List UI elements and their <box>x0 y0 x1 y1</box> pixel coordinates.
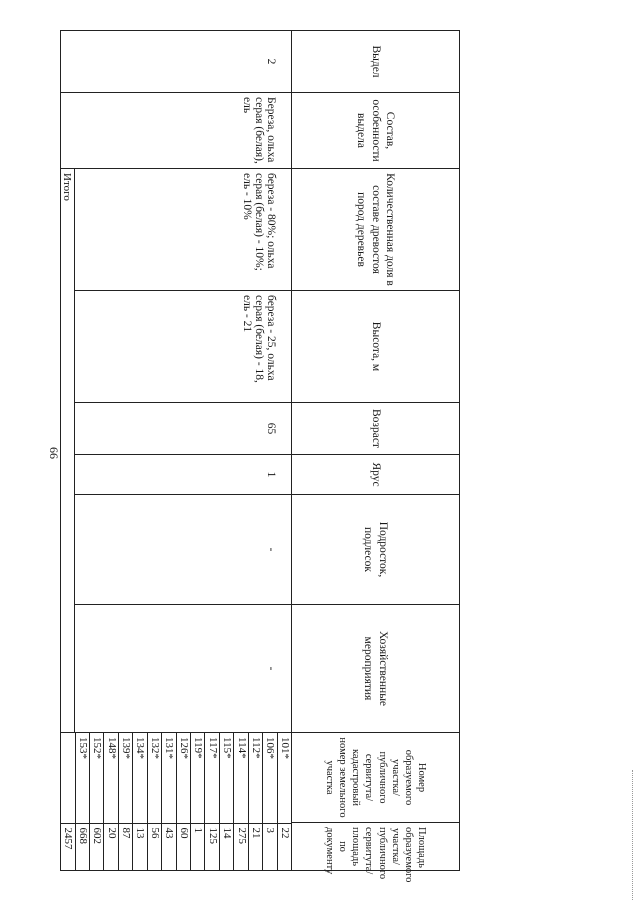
parcel-nomer: 126* <box>176 733 190 823</box>
parcel-ploshad: 87 <box>118 823 132 871</box>
parcel-nomer: 112* <box>248 733 262 823</box>
parcel-row <box>219 733 233 871</box>
data-row <box>75 31 292 871</box>
cell-yarus: 1 <box>75 455 292 495</box>
parcel-nomer: 134* <box>133 733 147 823</box>
parcel-row <box>191 733 205 871</box>
parcel-nomer: 117* <box>205 733 219 823</box>
header-vozrast: Возраст <box>292 403 460 455</box>
header-podrost: Подросток, подлесок <box>292 495 460 605</box>
forest-table-container <box>60 30 460 883</box>
parcel-ploshad: 602 <box>89 823 103 871</box>
page-number: 66 <box>47 447 61 459</box>
parcel-total-value: 2457 <box>62 827 75 850</box>
parcel-total-spacer <box>61 733 75 823</box>
cell-podrost: - <box>75 495 292 605</box>
parcel-row <box>277 733 291 871</box>
parcels-table <box>61 733 291 871</box>
itogo-label: Итого <box>61 169 75 733</box>
parcel-row <box>118 733 132 871</box>
parcel-row <box>162 733 176 871</box>
parcel-row <box>248 733 262 871</box>
parcel-ploshad: 20 <box>104 823 118 871</box>
parcel-ploshad: 275 <box>234 823 248 871</box>
parcel-row <box>89 733 103 871</box>
parcel-ploshad: 125 <box>205 823 219 871</box>
cell-dolya: береза - 80%; ольха серая (белая) - 10%; ель - 10% <box>75 169 292 291</box>
header-yarus: Ярус <box>292 455 460 495</box>
parcel-nomer: 114* <box>234 733 248 823</box>
header-sostav: Состав, особенности выдела <box>292 93 460 169</box>
header-ploshad: Площадь образуемого участка/ публичного сервитута/площадь по документу <box>292 823 460 871</box>
parcel-nomer: 106* <box>263 733 277 823</box>
header-meropriyatiya: Хозяйственные мероприятия <box>292 605 460 733</box>
parcel-ploshad: 22 <box>277 823 291 871</box>
parcel-ploshad: 13 <box>133 823 147 871</box>
header-vydel: Выдел <box>292 31 460 93</box>
parcel-total-row <box>61 733 75 871</box>
parcel-row <box>147 733 161 871</box>
parcel-nomer: 101* <box>277 733 291 823</box>
parcel-row <box>263 733 277 871</box>
parcel-ploshad: 14 <box>219 823 233 871</box>
parcel-row <box>234 733 248 871</box>
parcel-ploshad: 3 <box>263 823 277 871</box>
parcel-nomer: 132* <box>147 733 161 823</box>
cell-sostav: Береза, ольха серая (белая), ель <box>61 93 292 169</box>
parcel-ploshad: 56 <box>147 823 161 871</box>
parcels-cell <box>61 733 292 871</box>
cell-vozrast: 65 <box>75 403 292 455</box>
header-vysota: Высота, м <box>292 291 460 403</box>
parcel-nomer: 119* <box>191 733 205 823</box>
header-nomer: Номер образуемого участка/ публичного сервитута/кадастровый номер земельного участка <box>292 733 460 823</box>
parcel-row <box>176 733 190 871</box>
parcel-nomer: 153* <box>75 733 89 823</box>
header-dolya: Количественная доля в составе древостоя пород деревьев <box>292 169 460 291</box>
parcel-row <box>75 733 89 871</box>
parcel-nomer: 131* <box>162 733 176 823</box>
parcel-nomer: 115* <box>219 733 233 823</box>
parcel-ploshad: 668 <box>75 823 89 871</box>
cell-vysota: береза - 25, ольха серая (белая) - 18, ель - 21 <box>75 291 292 403</box>
parcel-nomer: 152* <box>89 733 103 823</box>
parcel-row <box>104 733 118 871</box>
parcel-ploshad: 43 <box>162 823 176 871</box>
cell-meropriyatiya: - <box>75 605 292 733</box>
parcel-row <box>205 733 219 871</box>
parcel-ploshad: 60 <box>176 823 190 871</box>
scan-edge-artifact <box>632 770 635 900</box>
parcel-ploshad: 1 <box>191 823 205 871</box>
parcel-nomer: 139* <box>118 733 132 823</box>
parcel-ploshad: 21 <box>248 823 262 871</box>
parcel-nomer: 148* <box>104 733 118 823</box>
header-row <box>292 31 460 871</box>
cell-vydel: 2 <box>61 31 292 93</box>
parcel-row <box>133 733 147 871</box>
forest-inventory-table <box>60 30 460 883</box>
